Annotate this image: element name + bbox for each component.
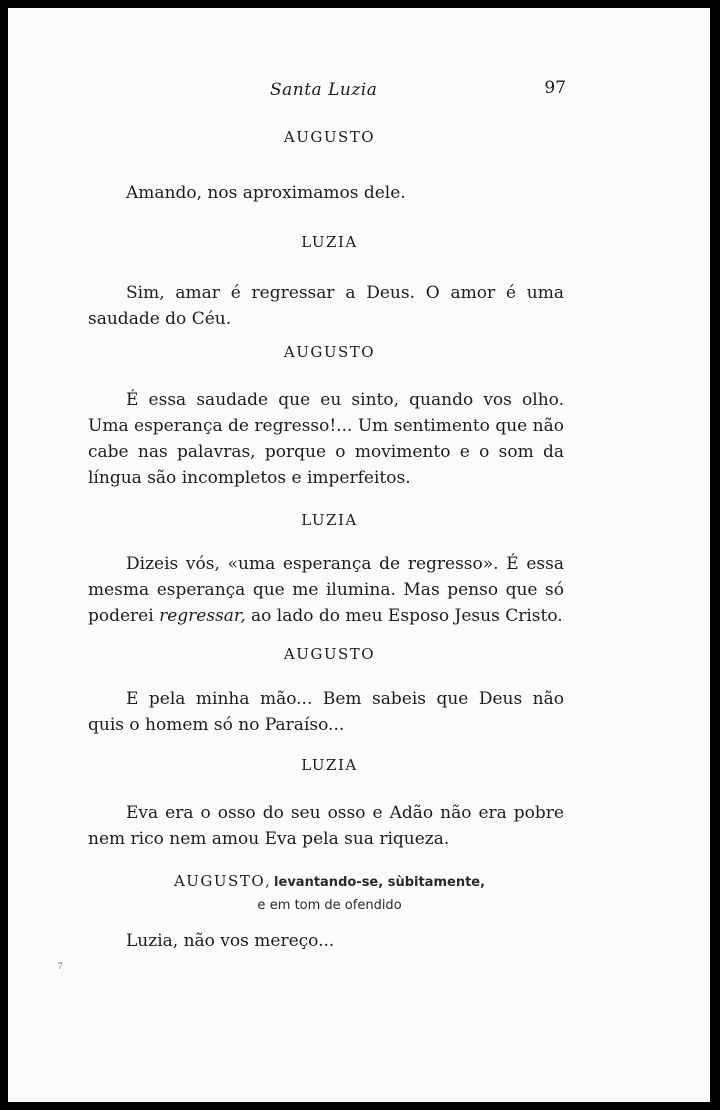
running-header xyxy=(88,80,571,102)
speaker-name: LUZIA xyxy=(301,756,358,774)
dialogue-paragraph: Sim, amar é regressar a Deus. O amor é uma saudade do Céu. xyxy=(88,283,564,329)
speaker-name: LUZIA xyxy=(301,511,358,529)
direction-text: levantando-se, sùbitamente, xyxy=(274,875,486,890)
dialogue-paragraph: Amando, nos aproximamos dele. xyxy=(126,183,406,203)
stage-direction xyxy=(88,870,571,917)
speaker-name: AUGUSTO xyxy=(283,343,376,361)
paragraph-text: ao lado do meu Esposo Jesus Cristo. xyxy=(245,606,563,626)
stage-direction-line xyxy=(88,894,571,917)
paragraph-text: Dizeis vós, «uma esperança de regresso». É essa mesma esperança que me ilumina. Mas penso que só poderei xyxy=(88,554,564,626)
emphasized-word: regressar, xyxy=(159,606,246,626)
speaker-name: LUZIA xyxy=(301,233,358,251)
speaker-name: AUGUSTO xyxy=(173,872,266,890)
dialogue-paragraph: Eva era o osso do seu osso e Adão não era pobre nem rico nem amou Eva pela sua riqueza. xyxy=(88,803,564,849)
direction-text: em tom de ofendido xyxy=(269,898,402,913)
speaker-name: AUGUSTO xyxy=(283,645,376,663)
dialogue-paragraph xyxy=(88,551,564,629)
direction-prefix: e xyxy=(257,898,266,913)
running-title: Santa Luzia xyxy=(270,80,378,100)
speaker-name: AUGUSTO xyxy=(283,128,376,146)
book-page xyxy=(8,8,710,1102)
stage-direction-line: AUGUSTO, levantando-se, sùbitamente, xyxy=(173,872,486,890)
dialogue-paragraph: Luzia, não vos mereço... xyxy=(126,931,335,951)
dialogue-paragraph: E pela minha mão... Bem sabeis que Deus não quis o homem só no Paraíso... xyxy=(88,689,564,735)
signature-mark: 7 xyxy=(58,961,63,971)
dialogue-paragraph: É essa saudade que eu sinto, quando vos olho. Uma esperança de regresso!... Um sentimento que não cabe nas palavras, porque o movimento e o som da língua são incompletos e imperfeitos. xyxy=(88,390,564,488)
page-number: 97 xyxy=(544,78,566,98)
